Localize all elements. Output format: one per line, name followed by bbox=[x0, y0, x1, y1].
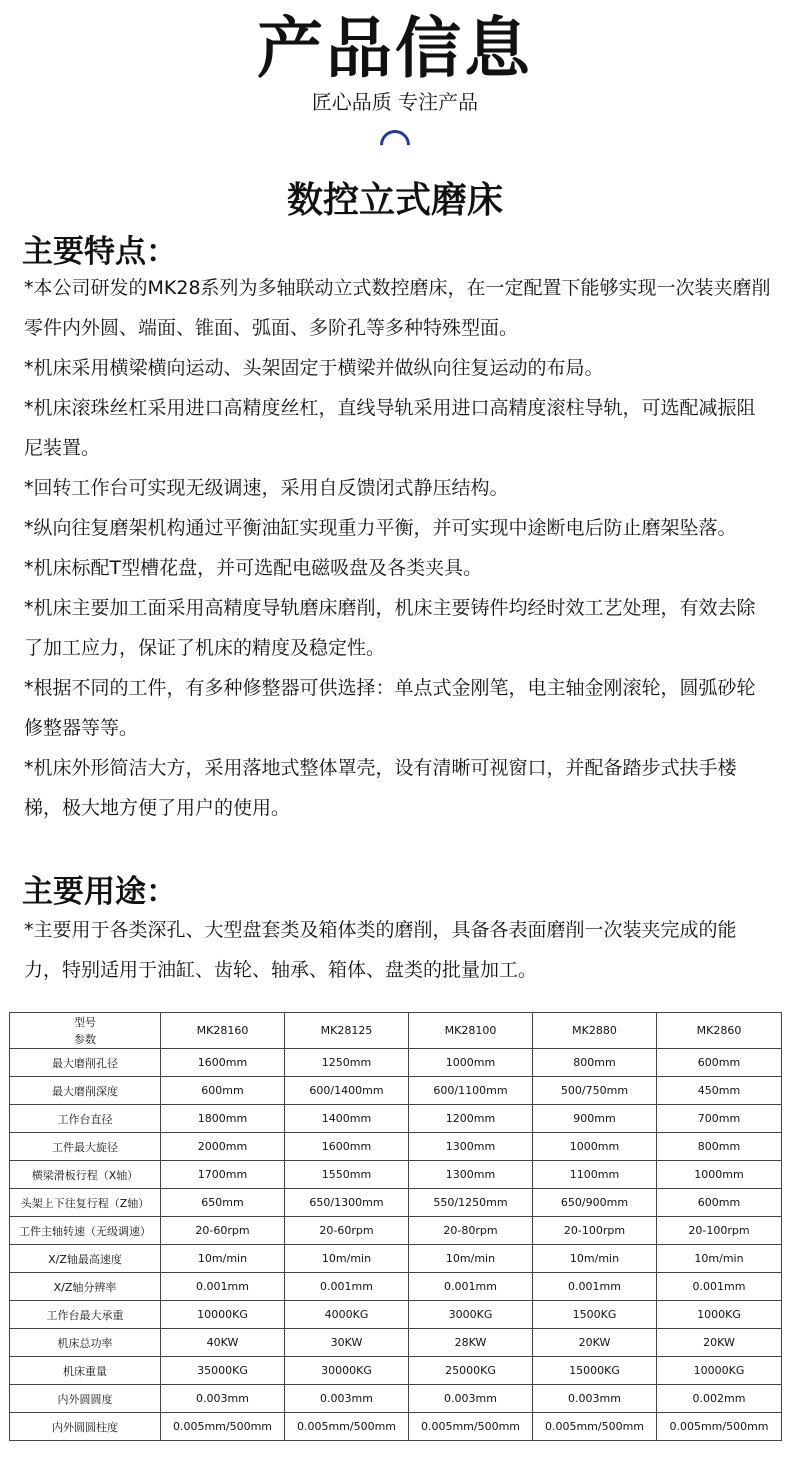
param-value: 10m/min bbox=[657, 1245, 782, 1273]
param-value: 1250mm bbox=[285, 1049, 409, 1077]
param-value: 0.002mm bbox=[657, 1385, 782, 1413]
param-value: 20KW bbox=[533, 1329, 657, 1357]
param-value: 1600mm bbox=[161, 1049, 285, 1077]
spec-table bbox=[9, 1012, 782, 1441]
param-value: 800mm bbox=[533, 1049, 657, 1077]
param-value: 0.005mm/500mm bbox=[657, 1413, 782, 1441]
param-value: 1200mm bbox=[409, 1105, 533, 1133]
param-value: 0.003mm bbox=[533, 1385, 657, 1413]
arc-ornament-icon bbox=[374, 124, 416, 166]
param-value: 800mm bbox=[657, 1133, 782, 1161]
param-label: 工作台最大承重 bbox=[10, 1301, 161, 1329]
param-value: 40KW bbox=[161, 1329, 285, 1357]
param-label: 工件最大旋径 bbox=[10, 1133, 161, 1161]
table-row bbox=[10, 1105, 782, 1133]
param-value: 600/1100mm bbox=[409, 1077, 533, 1105]
param-label: 工作台直径 bbox=[10, 1105, 161, 1133]
table-header-row bbox=[10, 1013, 782, 1049]
param-value: 0.003mm bbox=[409, 1385, 533, 1413]
param-value: 10000KG bbox=[161, 1301, 285, 1329]
param-value: 2000mm bbox=[161, 1133, 285, 1161]
table-row bbox=[10, 1217, 782, 1245]
param-value: 15000KG bbox=[533, 1357, 657, 1385]
page-subtitle: 匠心品质 专注产品 bbox=[311, 90, 479, 114]
param-value: 500/750mm bbox=[533, 1077, 657, 1105]
param-value: 0.005mm/500mm bbox=[533, 1413, 657, 1441]
param-value: 20KW bbox=[657, 1329, 782, 1357]
param-label: 内外圆圆度 bbox=[10, 1385, 161, 1413]
param-value: 1300mm bbox=[409, 1161, 533, 1189]
feature-item: *机床采用横梁横向运动、头架固定于横梁并做纵向往复运动的布局。 bbox=[24, 357, 604, 379]
param-value: 1500KG bbox=[533, 1301, 657, 1329]
param-label: 机床总功率 bbox=[10, 1329, 161, 1357]
param-value: 650/1300mm bbox=[285, 1189, 409, 1217]
param-value: 10m/min bbox=[161, 1245, 285, 1273]
param-value: 1600mm bbox=[285, 1133, 409, 1161]
param-value: 28KW bbox=[409, 1329, 533, 1357]
param-value: 10m/min bbox=[533, 1245, 657, 1273]
uses-text: *主要用于各类深孔、大型盘套类及箱体类的磨削，具备各表面磨削一次装夹完成的能力，特别适用于油缸、齿轮、轴承、箱体、盘类的批量加工。 bbox=[24, 919, 737, 981]
table-row bbox=[10, 1413, 782, 1441]
param-value: 600mm bbox=[657, 1049, 782, 1077]
param-value: 650/900mm bbox=[533, 1189, 657, 1217]
table-corner-cell bbox=[10, 1013, 161, 1049]
param-value: 0.001mm bbox=[161, 1273, 285, 1301]
param-label: 横梁滑板行程（X轴） bbox=[10, 1161, 161, 1189]
param-label: 最大磨削孔径 bbox=[10, 1049, 161, 1077]
param-label: 最大磨削深度 bbox=[10, 1077, 161, 1105]
param-value: 450mm bbox=[657, 1077, 782, 1105]
param-value: 1700mm bbox=[161, 1161, 285, 1189]
param-value: 0.001mm bbox=[285, 1273, 409, 1301]
feature-item: *机床滚珠丝杠采用进口高精度丝杠，直线导轨采用进口高精度滚柱导轨，可选配减振阻尼装置。 bbox=[24, 397, 756, 459]
param-label: 工件主轴转速（无级调速） bbox=[10, 1217, 161, 1245]
table-row bbox=[10, 1049, 782, 1077]
param-value: 900mm bbox=[533, 1105, 657, 1133]
feature-item: *机床主要加工面采用高精度导轨磨床磨削，机床主要铸件均经时效工艺处理，有效去除了加工应力，保证了机床的精度及稳定性。 bbox=[24, 597, 756, 659]
table-row bbox=[10, 1133, 782, 1161]
feature-item: *机床外形简洁大方，采用落地式整体罩壳，设有清晰可视窗口，并配备踏步式扶手楼梯，极大地方便了用户的使用。 bbox=[24, 757, 737, 819]
model-header: MK28160 bbox=[161, 1013, 285, 1049]
param-value: 0.001mm bbox=[657, 1273, 782, 1301]
param-value: 4000KG bbox=[285, 1301, 409, 1329]
param-value: 650mm bbox=[161, 1189, 285, 1217]
param-value: 20-60rpm bbox=[161, 1217, 285, 1245]
table-row bbox=[10, 1245, 782, 1273]
param-value: 1800mm bbox=[161, 1105, 285, 1133]
param-label: 机床重量 bbox=[10, 1357, 161, 1385]
param-value: 0.003mm bbox=[161, 1385, 285, 1413]
param-value: 3000KG bbox=[409, 1301, 533, 1329]
param-value: 1000mm bbox=[409, 1049, 533, 1077]
param-value: 20-60rpm bbox=[285, 1217, 409, 1245]
table-row bbox=[10, 1161, 782, 1189]
feature-item: *纵向往复磨架机构通过平衡油缸实现重力平衡，并可实现中途断电后防止磨架坠落。 bbox=[24, 517, 737, 539]
table-row bbox=[10, 1301, 782, 1329]
param-value: 1100mm bbox=[533, 1161, 657, 1189]
param-value: 1000KG bbox=[657, 1301, 782, 1329]
param-value: 0.005mm/500mm bbox=[285, 1413, 409, 1441]
table-row bbox=[10, 1357, 782, 1385]
param-label: X/Z轴最高速度 bbox=[10, 1245, 161, 1273]
param-value: 10m/min bbox=[409, 1245, 533, 1273]
uses-text-block bbox=[24, 910, 774, 990]
param-label: 内外圆圆柱度 bbox=[10, 1413, 161, 1441]
model-header: MK2860 bbox=[657, 1013, 782, 1049]
param-value: 600mm bbox=[161, 1077, 285, 1105]
param-value: 600mm bbox=[657, 1189, 782, 1217]
param-value: 20-80rpm bbox=[409, 1217, 533, 1245]
param-value: 10000KG bbox=[657, 1357, 782, 1385]
feature-item: *根据不同的工件，有多种修整器可供选择：单点式金刚笔，电主轴金刚滚轮，圆弧砂轮修整器等等。 bbox=[24, 677, 756, 739]
param-value: 0.001mm bbox=[533, 1273, 657, 1301]
param-value: 600/1400mm bbox=[285, 1077, 409, 1105]
param-value: 30KW bbox=[285, 1329, 409, 1357]
param-value: 0.001mm bbox=[409, 1273, 533, 1301]
features-heading: 主要特点： bbox=[22, 234, 177, 270]
param-value: 30000KG bbox=[285, 1357, 409, 1385]
param-value: 1550mm bbox=[285, 1161, 409, 1189]
corner-label-model: 型号 bbox=[74, 1015, 96, 1029]
uses-heading: 主要用途： bbox=[22, 874, 177, 910]
param-value: 550/1250mm bbox=[409, 1189, 533, 1217]
corner-label-param: 参数 bbox=[74, 1032, 96, 1046]
table-row bbox=[10, 1189, 782, 1217]
param-value: 1000mm bbox=[657, 1161, 782, 1189]
table-row bbox=[10, 1273, 782, 1301]
param-value: 1000mm bbox=[533, 1133, 657, 1161]
param-value: 20-100rpm bbox=[657, 1217, 782, 1245]
param-value: 1400mm bbox=[285, 1105, 409, 1133]
param-value: 1300mm bbox=[409, 1133, 533, 1161]
table-row bbox=[10, 1385, 782, 1413]
param-value: 0.005mm/500mm bbox=[161, 1413, 285, 1441]
product-title: 数控立式磨床 bbox=[286, 180, 503, 221]
model-header: MK2880 bbox=[533, 1013, 657, 1049]
features-list bbox=[24, 268, 774, 828]
param-value: 35000KG bbox=[161, 1357, 285, 1385]
param-label: X/Z轴分辨率 bbox=[10, 1273, 161, 1301]
param-value: 700mm bbox=[657, 1105, 782, 1133]
param-value: 10m/min bbox=[285, 1245, 409, 1273]
param-value: 25000KG bbox=[409, 1357, 533, 1385]
feature-item: *机床标配T型槽花盘，并可选配电磁吸盘及各类夹具。 bbox=[24, 557, 483, 579]
feature-item: *回转工作台可实现无级调速，采用自反馈闭式静压结构。 bbox=[24, 477, 509, 499]
table-row bbox=[10, 1077, 782, 1105]
param-label: 头架上下往复行程（Z轴） bbox=[10, 1189, 161, 1217]
param-value: 0.003mm bbox=[285, 1385, 409, 1413]
table-row bbox=[10, 1329, 782, 1357]
model-header: MK28125 bbox=[285, 1013, 409, 1049]
feature-item: *本公司研发的MK28系列为多轴联动立式数控磨床，在一定配置下能够实现一次装夹磨削零件内外圆、端面、锥面、弧面、多阶孔等多种特殊型面。 bbox=[24, 277, 771, 339]
model-header: MK28100 bbox=[409, 1013, 533, 1049]
param-value: 20-100rpm bbox=[533, 1217, 657, 1245]
param-value: 0.005mm/500mm bbox=[409, 1413, 533, 1441]
page-title: 产品信息 bbox=[257, 10, 533, 87]
